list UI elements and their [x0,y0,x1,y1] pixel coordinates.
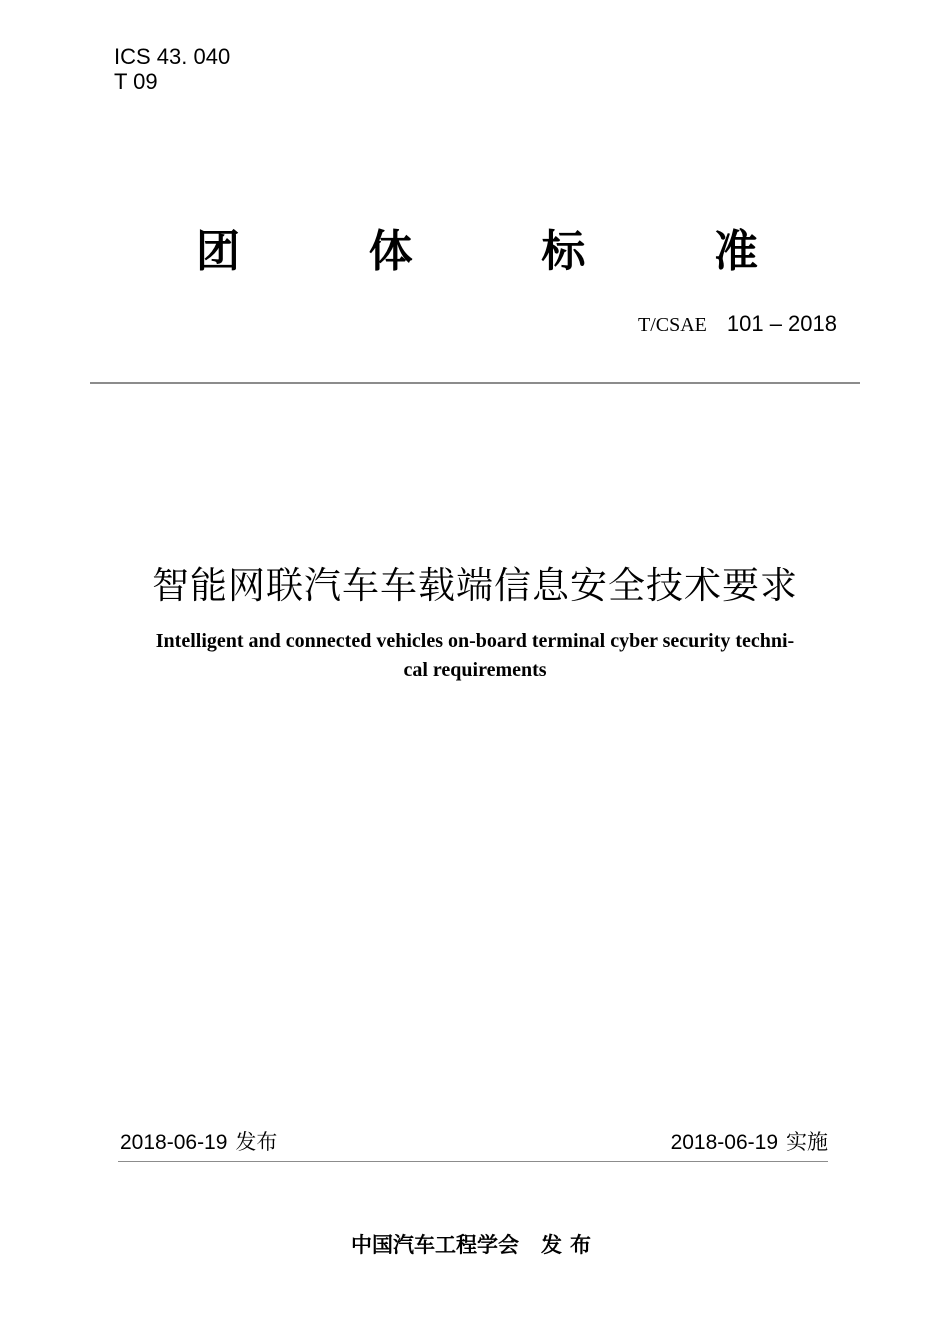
implement-date: 2018-06-19 [670,1131,778,1154]
issue-date-block [120,1128,277,1157]
implement-date-block [671,1128,828,1157]
standard-type-heading [196,226,758,278]
publisher-line [0,1230,950,1260]
implement-label: 实施 [786,1130,828,1154]
issue-date: 2018-06-19 [120,1131,228,1154]
ics-code: ICS 43. 040 [114,44,231,69]
title-english-line: Intelligent and connected vehicles on-board terminal cyber security techni- [155,630,795,652]
standard-code-prefix: T/CSAE [637,314,707,336]
standard-code [638,310,837,339]
publisher-action: 发布 [541,1232,599,1257]
footer-divider [118,1161,828,1162]
standard-type-char: 团 [196,226,240,277]
publisher-name: 中国汽车工程学会 [351,1232,519,1257]
classification-block [114,44,230,94]
title-english [110,627,840,685]
title-chinese: 智能网联汽车车载端信息安全技术要求 [152,564,798,607]
title-english-line: cal requirements [403,659,547,681]
standard-type-char: 体 [368,226,413,277]
ccs-code: T 09 [114,69,158,94]
issue-label: 发布 [235,1130,278,1154]
standard-code-number: 101 – 2018 [726,311,837,336]
standard-type-char: 准 [713,226,758,277]
header-divider [90,382,860,384]
standard-type-char: 标 [541,226,586,277]
